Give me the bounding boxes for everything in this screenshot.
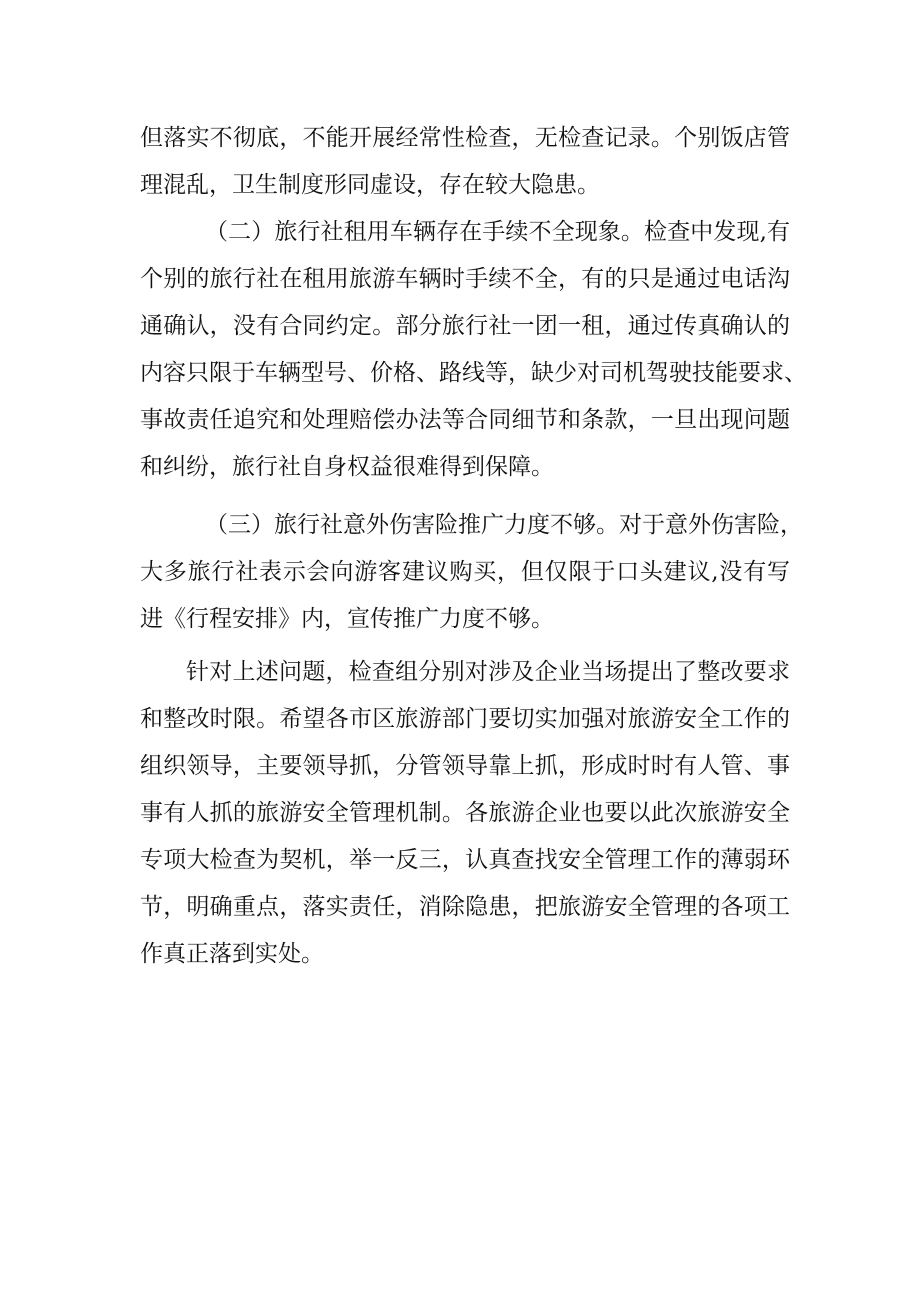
paragraph-1-line-1: 但落实不彻底，不能开展经常性检查，无检查记录。个别饭店管 bbox=[140, 125, 790, 151]
paragraph-4-line-2: 和整改时限。希望各市区旅游部门要切实加强对旅游安全工作的 bbox=[140, 706, 790, 732]
paragraph-4-line-1: 针对上述问题，检查组分别对涉及企业当场提出了整改要求 bbox=[186, 659, 790, 685]
paragraph-4-line-4: 事有人抓的旅游安全管理机制。各旅游企业也要以此次旅游安全 bbox=[140, 800, 790, 826]
paragraph-2-line-6: 和纠纷，旅行社自身权益很难得到保障。 bbox=[140, 454, 554, 480]
paragraph-4-line-6: 节，明确重点，落实责任，消除隐患，把旅游安全管理的各项工 bbox=[140, 894, 790, 920]
paragraph-2-line-5: 事故责任追究和处理赔偿办法等合同细节和条款，一旦出现问题 bbox=[140, 407, 790, 433]
paragraph-1-line-2: 理混乱，卫生制度形同虚设，存在较大隐患。 bbox=[140, 172, 600, 198]
paragraph-2-line-4: 内容只限于车辆型号、价格、路线等，缺少对司机驾驶技能要求、 bbox=[140, 360, 807, 386]
paragraph-3-line-2: 大多旅行社表示会向游客建议购买，但仅限于口头建议,没有写 bbox=[140, 559, 790, 585]
paragraph-4-line-7: 作真正落到实处。 bbox=[140, 941, 324, 967]
paragraph-2-line-1: （二）旅行社租用车辆存在手续不全现象。检查中发现,有 bbox=[205, 219, 790, 245]
paragraph-2-line-2: 个别的旅行社在租用旅游车辆时手续不全，有的只是通过电话沟 bbox=[140, 266, 790, 292]
paragraph-4-line-3: 组织领导，主要领导抓，分管领导靠上抓，形成时时有人管、事 bbox=[140, 753, 790, 779]
paragraph-2-line-3: 通确认，没有合同约定。部分旅行社一团一租，通过传真确认的 bbox=[140, 313, 790, 339]
paragraph-3-line-1: （三）旅行社意外伤害险推广力度不够。对于意外伤害险， bbox=[205, 512, 803, 538]
paragraph-3-line-3: 进《行程安排》内，宣传推广力度不够。 bbox=[140, 606, 554, 632]
paragraph-4-line-5: 专项大检查为契机，举一反三，认真查找安全管理工作的薄弱环 bbox=[140, 847, 790, 873]
